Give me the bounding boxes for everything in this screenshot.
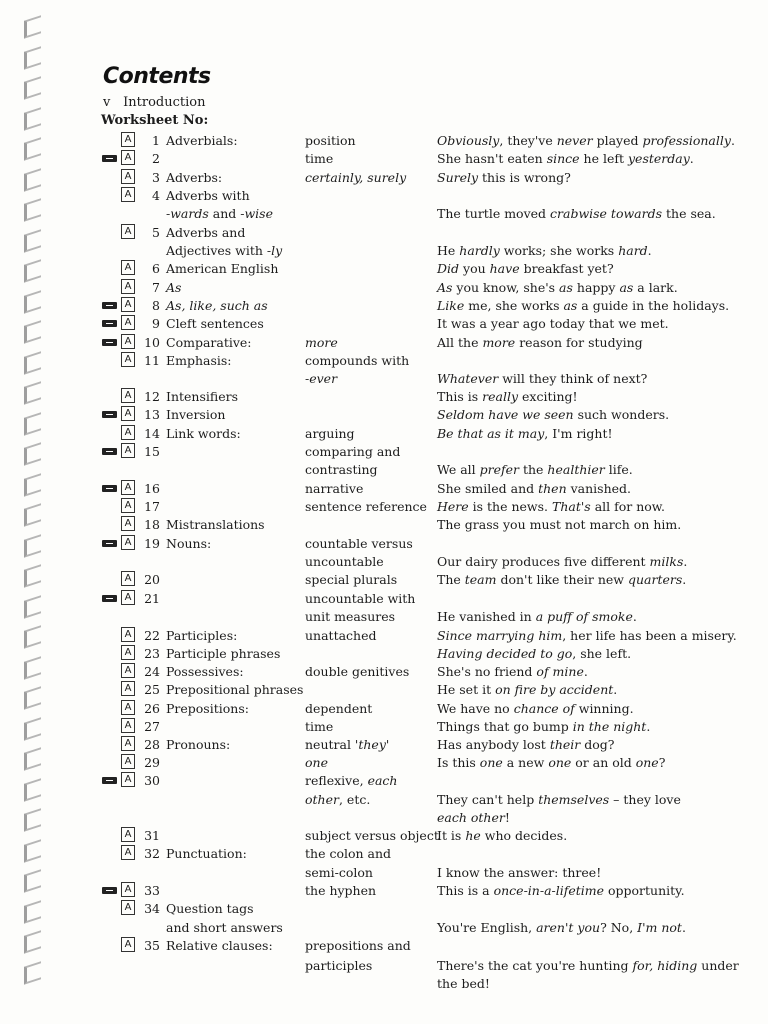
page-title: Contents xyxy=(103,64,211,89)
worksheet-number: 35 xyxy=(144,938,160,953)
contents-row xyxy=(0,260,768,278)
example-sentence: She smiled and then vanished. xyxy=(437,481,632,496)
example-sentence: Seldom have we seen such wonders. xyxy=(437,407,670,422)
worksheet-number: 26 xyxy=(144,701,160,716)
example-sentence: the bed! xyxy=(437,976,490,991)
level-a-badge: A xyxy=(121,772,135,787)
worksheet-number: 11 xyxy=(144,353,160,368)
topic-label: Inversion xyxy=(166,407,226,422)
subtopic-label: uncountable with xyxy=(305,591,416,606)
worksheet-number: 25 xyxy=(144,682,160,697)
level-a-badge: A xyxy=(121,132,135,147)
topic-label: Adverbs and xyxy=(166,225,246,240)
contents-row xyxy=(0,461,768,479)
contents-row xyxy=(0,864,768,882)
contents-row xyxy=(0,388,768,406)
subtopic-label: neutral 'they' xyxy=(305,737,390,752)
level-a-badge: A xyxy=(121,590,135,605)
level-a-badge: A xyxy=(121,627,135,642)
advanced-level-icon xyxy=(102,485,117,492)
example-sentence: Since marrying him, her life has been a misery. xyxy=(437,628,737,643)
worksheet-number: 4 xyxy=(152,188,160,203)
level-a-badge: A xyxy=(121,169,135,184)
subtopic-label: contrasting xyxy=(305,462,378,477)
level-a-badge: A xyxy=(121,718,135,733)
level-a-badge: A xyxy=(121,388,135,403)
worksheet-number: 2 xyxy=(152,151,160,166)
level-a-badge: A xyxy=(121,663,135,678)
worksheet-number: 22 xyxy=(144,628,160,643)
subtopic-label: position xyxy=(305,133,356,148)
worksheet-number: 34 xyxy=(144,901,160,916)
binding-ring xyxy=(24,46,41,70)
worksheet-number: 29 xyxy=(144,755,160,770)
worksheet-number: 13 xyxy=(144,407,160,422)
example-sentence: The team don't like their new quarters. xyxy=(437,572,687,587)
advanced-level-icon xyxy=(102,302,117,309)
worksheet-number: 28 xyxy=(144,737,160,752)
contents-row xyxy=(0,937,768,955)
level-a-badge: A xyxy=(121,516,135,531)
topic-label: Adverbials: xyxy=(166,133,238,148)
example-sentence: The grass you must not march on him. xyxy=(437,517,682,532)
worksheet-number: 27 xyxy=(144,719,160,734)
contents-row xyxy=(0,553,768,571)
worksheet-heading: Worksheet No: xyxy=(101,113,209,128)
binding-ring xyxy=(24,15,41,39)
worksheet-number: 6 xyxy=(152,261,160,276)
topic-label: Possessives: xyxy=(166,664,244,679)
example-sentence: I know the answer: three! xyxy=(437,865,602,880)
level-a-badge: A xyxy=(121,224,135,239)
example-sentence: As you know, she's as happy as a lark. xyxy=(437,280,678,295)
worksheet-number: 3 xyxy=(152,170,160,185)
worksheet-number: 23 xyxy=(144,646,160,661)
level-a-badge: A xyxy=(121,882,135,897)
contents-row xyxy=(0,627,768,645)
topic-label: Cleft sentences xyxy=(166,316,264,331)
worksheet-number: 21 xyxy=(144,591,160,606)
example-sentence: Surely this is wrong? xyxy=(437,170,571,185)
contents-row xyxy=(0,827,768,845)
contents-row xyxy=(0,205,768,223)
subtopic-label: -ever xyxy=(305,371,338,386)
contents-row xyxy=(0,772,768,790)
contents-row xyxy=(0,736,768,754)
contents-row xyxy=(0,297,768,315)
level-a-badge: A xyxy=(121,443,135,458)
subtopic-label: countable versus xyxy=(305,536,413,551)
advanced-level-icon xyxy=(102,887,117,894)
topic-label: Relative clauses: xyxy=(166,938,273,953)
advanced-level-icon xyxy=(102,595,117,602)
subtopic-label: more xyxy=(305,335,338,350)
subtopic-label: compounds with xyxy=(305,353,410,368)
contents-row xyxy=(0,187,768,205)
contents-row xyxy=(0,882,768,900)
contents-row xyxy=(0,957,768,975)
level-a-badge: A xyxy=(121,187,135,202)
level-a-badge: A xyxy=(121,571,135,586)
topic-label: Question tags xyxy=(166,901,254,916)
topic-label: Pronouns: xyxy=(166,737,231,752)
example-sentence: Did you have breakfast yet? xyxy=(437,261,614,276)
contents-row xyxy=(0,645,768,663)
subtopic-label: reflexive, each xyxy=(305,773,398,788)
example-sentence: This is really exciting! xyxy=(437,389,578,404)
example-sentence: Here is the news. That's all for now. xyxy=(437,499,665,514)
contents-row xyxy=(0,919,768,937)
subtopic-label: prepositions and xyxy=(305,938,411,953)
worksheet-number: 5 xyxy=(152,225,160,240)
example-sentence: Our dairy produces five different milks. xyxy=(437,554,688,569)
level-a-badge: A xyxy=(121,754,135,769)
level-a-badge: A xyxy=(121,315,135,330)
example-sentence: The turtle moved crabwise towards the sea. xyxy=(437,206,716,221)
example-sentence: It is he who decides. xyxy=(437,828,568,843)
contents-row xyxy=(0,443,768,461)
contents-row xyxy=(0,150,768,168)
worksheet-number: 1 xyxy=(152,133,160,148)
worksheet-number: 16 xyxy=(144,481,160,496)
level-a-badge: A xyxy=(121,937,135,952)
advanced-level-icon xyxy=(102,339,117,346)
subtopic-label: the colon and xyxy=(305,846,392,861)
level-a-badge: A xyxy=(121,334,135,349)
worksheet-number: 15 xyxy=(144,444,160,459)
subtopic-label: unit measures xyxy=(305,609,396,624)
contents-row xyxy=(0,334,768,352)
example-sentence: They can't help themselves – they love xyxy=(437,792,681,807)
level-a-badge: A xyxy=(121,736,135,751)
topic-label: and short answers xyxy=(166,920,283,935)
advanced-level-icon xyxy=(102,411,117,418)
topic-label: Participle phrases xyxy=(166,646,281,661)
example-sentence: There's the cat you're hunting for, hiding under xyxy=(437,958,739,973)
example-sentence: She's no friend of mine. xyxy=(437,664,588,679)
contents-row xyxy=(0,132,768,150)
advanced-level-icon xyxy=(102,448,117,455)
subtopic-label: unattached xyxy=(305,628,377,643)
topic-label: Prepositional phrases xyxy=(166,682,304,697)
subtopic-label: time xyxy=(305,151,334,166)
contents-row xyxy=(0,900,768,918)
subtopic-label: subject versus object xyxy=(305,828,439,843)
example-sentence: Obviously, they've never played professionally. xyxy=(437,133,735,148)
contents-row xyxy=(0,315,768,333)
worksheet-number: 8 xyxy=(152,298,160,313)
example-sentence: He set it on fire by accident. xyxy=(437,682,618,697)
contents-row xyxy=(0,809,768,827)
contents-row xyxy=(0,571,768,589)
example-sentence: Whatever will they think of next? xyxy=(437,371,648,386)
topic-label: American English xyxy=(166,261,279,276)
example-sentence: All the more reason for studying xyxy=(437,335,643,350)
subtopic-label: time xyxy=(305,719,334,734)
level-a-badge: A xyxy=(121,645,135,660)
worksheet-number: 30 xyxy=(144,773,160,788)
worksheet-number: 24 xyxy=(144,664,160,679)
level-a-badge: A xyxy=(121,845,135,860)
contents-row xyxy=(0,242,768,260)
topic-label: Nouns: xyxy=(166,536,212,551)
contents-row xyxy=(0,169,768,187)
worksheet-number: 10 xyxy=(144,335,160,350)
example-sentence: Has anybody lost their dog? xyxy=(437,737,615,752)
subtopic-label: other, etc. xyxy=(305,792,371,807)
level-a-badge: A xyxy=(121,150,135,165)
topic-label: Adjectives with -ly xyxy=(166,243,283,258)
example-sentence: He hardly works; she works hard. xyxy=(437,243,652,258)
introduction-label: Introduction xyxy=(123,95,206,110)
worksheet-number: 19 xyxy=(144,536,160,551)
worksheet-number: 18 xyxy=(144,517,160,532)
contents-row xyxy=(0,791,768,809)
contents-row xyxy=(0,845,768,863)
level-a-badge: A xyxy=(121,279,135,294)
subtopic-label: arguing xyxy=(305,426,355,441)
level-a-badge: A xyxy=(121,498,135,513)
topic-label: Adverbs with xyxy=(166,188,250,203)
subtopic-label: participles xyxy=(305,958,373,973)
topic-label: Prepositions: xyxy=(166,701,249,716)
subtopic-label: dependent xyxy=(305,701,373,716)
advanced-level-icon xyxy=(102,320,117,327)
contents-row xyxy=(0,352,768,370)
example-sentence: Things that go bump in the night. xyxy=(437,719,651,734)
subtopic-label: semi-colon xyxy=(305,865,373,880)
example-sentence: Be that as it may, I'm right! xyxy=(437,426,613,441)
example-sentence: each other! xyxy=(437,810,510,825)
contents-row xyxy=(0,516,768,534)
topic-label: Punctuation: xyxy=(166,846,247,861)
contents-row xyxy=(0,279,768,297)
contents-row xyxy=(0,975,768,993)
contents-row xyxy=(0,663,768,681)
worksheet-number: 7 xyxy=(152,280,160,295)
contents-row xyxy=(0,370,768,388)
worksheet-number: 33 xyxy=(144,883,160,898)
contents-row xyxy=(0,535,768,553)
subtopic-label: uncountable xyxy=(305,554,384,569)
level-a-badge: A xyxy=(121,352,135,367)
example-sentence: We all prefer the healthier life. xyxy=(437,462,633,477)
example-sentence: Is this one a new one or an old one? xyxy=(437,755,666,770)
subtopic-label: narrative xyxy=(305,481,364,496)
topic-label: Intensifiers xyxy=(166,389,238,404)
contents-row xyxy=(0,718,768,736)
example-sentence: She hasn't eaten since he left yesterday. xyxy=(437,151,694,166)
level-a-badge: A xyxy=(121,406,135,421)
contents-row xyxy=(0,498,768,516)
example-sentence: It was a year ago today that we met. xyxy=(437,316,669,331)
example-sentence: We have no chance of winning. xyxy=(437,701,634,716)
level-a-badge: A xyxy=(121,480,135,495)
worksheet-number: 32 xyxy=(144,846,160,861)
worksheet-number: 12 xyxy=(144,389,160,404)
subtopic-label: the hyphen xyxy=(305,883,377,898)
topic-label: Emphasis: xyxy=(166,353,232,368)
subtopic-label: certainly, surely xyxy=(305,170,407,185)
advanced-level-icon xyxy=(102,155,117,162)
example-sentence: This is a once-in-a-lifetime opportunity. xyxy=(437,883,685,898)
contents-row xyxy=(0,425,768,443)
example-sentence: Having decided to go, she left. xyxy=(437,646,632,661)
worksheet-number: 17 xyxy=(144,499,160,514)
topic-label: Mistranslations xyxy=(166,517,265,532)
level-a-badge: A xyxy=(121,681,135,696)
subtopic-label: double genitives xyxy=(305,664,410,679)
example-sentence: You're English, aren't you? No, I'm not. xyxy=(437,920,686,935)
level-a-badge: A xyxy=(121,535,135,550)
subtopic-label: sentence reference xyxy=(305,499,427,514)
level-a-badge: A xyxy=(121,260,135,275)
subtopic-label: one xyxy=(305,755,328,770)
worksheet-number: 14 xyxy=(144,426,160,441)
topic-label: Link words: xyxy=(166,426,241,441)
level-a-badge: A xyxy=(121,700,135,715)
binding-ring xyxy=(24,107,41,131)
topic-label: Participles: xyxy=(166,628,238,643)
level-a-badge: A xyxy=(121,900,135,915)
binding-ring xyxy=(24,76,41,100)
subtopic-label: special plurals xyxy=(305,572,398,587)
contents-row xyxy=(0,754,768,772)
contents-row xyxy=(0,224,768,242)
topic-label: Adverbs: xyxy=(166,170,223,185)
worksheet-number: 31 xyxy=(144,828,160,843)
advanced-level-icon xyxy=(102,540,117,547)
topic-label: As, like, such as xyxy=(166,298,268,313)
contents-row xyxy=(0,406,768,424)
contents-row xyxy=(0,681,768,699)
contents-row xyxy=(0,480,768,498)
contents-row xyxy=(0,608,768,626)
contents-row xyxy=(0,700,768,718)
worksheet-number: 9 xyxy=(152,316,160,331)
topic-label: As xyxy=(166,280,182,295)
level-a-badge: A xyxy=(121,827,135,842)
topic-label: -wards and -wise xyxy=(166,206,273,221)
worksheet-number: 20 xyxy=(144,572,160,587)
introduction-page-numeral: v xyxy=(103,95,111,110)
example-sentence: Like me, she works as a guide in the holidays. xyxy=(437,298,730,313)
contents-row xyxy=(0,590,768,608)
advanced-level-icon xyxy=(102,777,117,784)
level-a-badge: A xyxy=(121,425,135,440)
topic-label: Comparative: xyxy=(166,335,252,350)
level-a-badge: A xyxy=(121,297,135,312)
introduction-entry xyxy=(103,95,205,110)
example-sentence: He vanished in a puff of smoke. xyxy=(437,609,637,624)
subtopic-label: comparing and xyxy=(305,444,401,459)
